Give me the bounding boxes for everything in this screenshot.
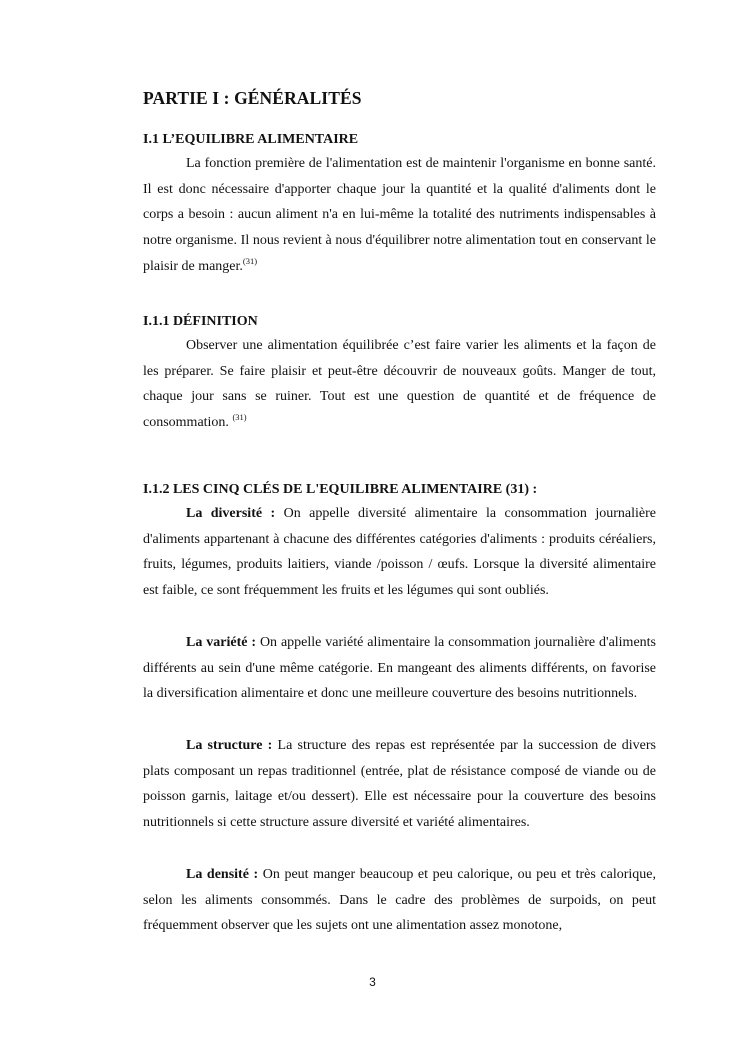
paragraph-definition-text: Observer une alimentation équilibrée c’est faire varier les aliments et la façon de les préparer. Se faire plaisir et peut-être découvrir de nouveaux goûts. Manger de tout, chaque jour sans se ruiner. Tout est une question de quantité et de fréquence de consommation. xyxy=(143,338,656,431)
page-number: 3 xyxy=(369,975,376,989)
paragraph-structure xyxy=(143,733,656,836)
paragraph-definition xyxy=(143,333,656,436)
section-heading-equilibre: I.1 L’EQUILIBRE ALIMENTAIRE xyxy=(143,132,359,147)
paragraph-densite xyxy=(143,862,656,939)
text-variete: On appelle variété alimentaire la consommation journalière d'aliments différents au sein d'une même catégorie. En mangeant des aliments différents, on favorise la diversification alimentaire et donc une meilleure couverture des besoins nutritionnels. xyxy=(143,635,657,702)
citation-ref: (31) xyxy=(242,255,258,266)
section-heading-definition: I.1.1 DÉFINITION xyxy=(143,314,258,329)
term-diversite: La diversité : xyxy=(186,506,276,521)
term-structure: La structure : xyxy=(186,738,273,753)
term-densite: La densité : xyxy=(186,867,259,882)
citation-ref: (31) xyxy=(232,412,247,423)
paragraph-variete xyxy=(143,630,656,707)
text-densite: On peut manger beaucoup et peu calorique, ou peu et très calorique, selon les aliments consommés. Dans le cadre des problèmes de surpoids, on peut fréquemment observer que les sujets ont une alimentation assez monotone, xyxy=(143,867,657,934)
paragraph-equilibre-text: La fonction première de l'alimentation est de maintenir l'organisme en bonne santé. Il est donc nécessaire d'apporter chaque jour la quantité et la qualité d'aliments dont le corps a besoin : aucun aliment n'a en lui-même la totalité des nutriments indispensables à notre organisme. Il nous revient à nous d'équilibrer notre alimentation tout en conservant le plaisir de manger. xyxy=(143,156,656,274)
section-heading-cinq-cles: I.1.2 LES CINQ CLÉS DE L'EQUILIBRE ALIMENTAIRE (31) : xyxy=(143,482,538,497)
paragraph-equilibre xyxy=(143,151,656,280)
part-title: PARTIE I : GÉNÉRALITÉS xyxy=(143,88,362,108)
paragraph-diversite xyxy=(143,501,656,604)
text-diversite: On appelle diversité alimentaire la consommation journalière d'aliments appartenant à chacune des différentes catégories d'aliments : produits céréaliers, fruits, légumes, produits laitiers, viande /poisson / œufs. Lorsque la diversité alimentaire est faible, ce sont fréquemment les fruits et les légumes qui sont oubliés. xyxy=(143,506,656,599)
text-structure: La structure des repas est représentée par la succession de divers plats composant un repas traditionnel (entrée, plat de résistance composé de viande ou de poisson garnis, laitage et/ou dessert). Elle est nécessaire pour la couverture des besoins nutritionnels si cette structure assure diversité et variété alimentaires. xyxy=(143,738,657,831)
term-variete: La variété : xyxy=(186,635,257,650)
